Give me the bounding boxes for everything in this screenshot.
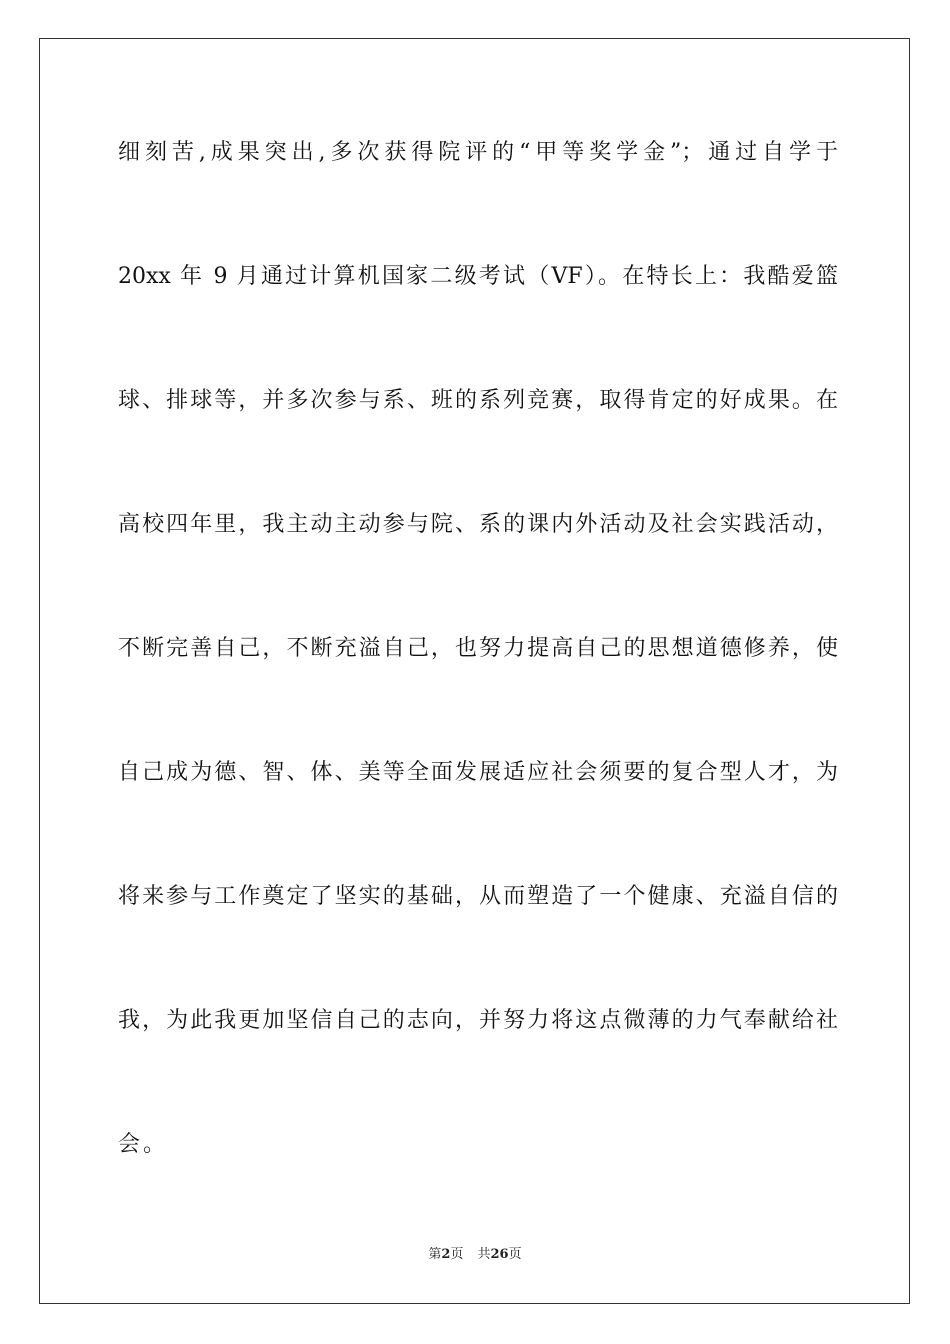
- body-line-8: 我，为此我更加坚信自己的志向，并努力将这点微薄的力气奉献给社: [118, 1008, 838, 1033]
- body-line-2: 20xx 年 9 月通过计算机国家二级考试（VF）。在特长上：我酷爱篮: [118, 264, 838, 289]
- body-line-5: 不断完善自己，不断充溢自己，也努力提高自己的思想道德修养，使: [118, 636, 838, 661]
- total-pages: 26: [490, 1247, 509, 1262]
- body-line-3: 球、排球等，并多次参与系、班的系列竞赛，取得肯定的好成果。在: [118, 388, 838, 413]
- page-prefix: 第: [428, 1247, 442, 1262]
- page-border: [39, 38, 910, 1304]
- body-line-4: 高校四年里，我主动主动参与院、系的课内外活动及社会实践活动，: [118, 512, 838, 537]
- body-line-1: 细刻苦,成果突出,多次获得院评的“甲等奖学金”；通过自学于: [118, 140, 838, 165]
- total-prefix: 共: [477, 1247, 491, 1262]
- body-line-9: 会。: [118, 1132, 169, 1157]
- page-suffix: 页: [450, 1247, 464, 1262]
- body-line-6: 自己成为德、智、体、美等全面发展适应社会须要的复合型人才，为: [118, 760, 838, 785]
- page-footer: [0, 1246, 950, 1264]
- total-suffix: 页: [508, 1247, 522, 1262]
- page-number: 2: [441, 1247, 451, 1262]
- body-line-7: 将来参与工作奠定了坚实的基础，从而塑造了一个健康、充溢自信的: [118, 884, 838, 909]
